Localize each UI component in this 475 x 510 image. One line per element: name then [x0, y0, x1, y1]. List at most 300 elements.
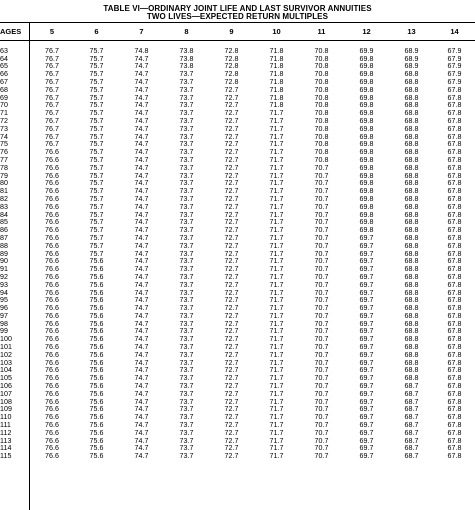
multiple-cell: 74.7: [134, 453, 149, 461]
multiple-cell: 70.7: [314, 312, 329, 320]
multiple-cell: 72.7: [224, 234, 239, 242]
multiple-cell: 76.6: [44, 375, 59, 383]
multiple-cell: 76.7: [44, 78, 59, 86]
multiple-cell: 72.7: [224, 203, 239, 211]
multiple-cell: 75.7: [89, 78, 104, 86]
age-cell: 103: [0, 359, 12, 367]
table-row: [0, 305, 475, 313]
multiple-cell: 74.7: [134, 250, 149, 258]
multiple-cell: 72.7: [224, 344, 239, 352]
multiple-cell: 68.8: [404, 234, 419, 242]
multiple-cell: 75.7: [89, 133, 104, 141]
multiple-cell: 70.8: [314, 86, 329, 94]
age-cell: 102: [0, 351, 12, 359]
multiple-cell: 69.7: [359, 351, 374, 359]
multiple-cell: 71.7: [269, 125, 284, 133]
table-row: [0, 453, 475, 461]
multiple-cell: 73.7: [179, 172, 194, 180]
multiple-cell: 67.8: [447, 110, 462, 118]
multiple-cell: 68.8: [404, 86, 419, 94]
multiple-cell: 72.7: [224, 359, 239, 367]
multiple-cell: 67.8: [447, 117, 462, 125]
multiple-cell: 76.6: [44, 414, 59, 422]
multiple-cell: 67.8: [447, 445, 462, 453]
multiple-cell: 76.6: [44, 453, 59, 461]
age-cell: 105: [0, 375, 12, 383]
multiple-cell: 76.6: [44, 305, 59, 313]
multiple-cell: 70.8: [314, 71, 329, 79]
multiple-cell: 75.7: [89, 188, 104, 196]
multiple-cell: 71.7: [269, 242, 284, 250]
multiple-cell: 72.7: [224, 250, 239, 258]
multiple-cell: 68.8: [404, 351, 419, 359]
multiple-cell: 70.8: [314, 63, 329, 71]
multiple-cell: 67.8: [447, 188, 462, 196]
table-row: [0, 212, 475, 220]
multiple-cell: 69.7: [359, 453, 374, 461]
multiple-cell: 68.7: [404, 429, 419, 437]
table-row: [0, 118, 475, 126]
multiple-cell: 67.8: [447, 390, 462, 398]
multiple-cell: 71.8: [269, 102, 284, 110]
multiple-cell: 72.8: [224, 71, 239, 79]
multiple-cell: 75.7: [89, 71, 104, 79]
multiple-cell: 67.8: [447, 398, 462, 406]
multiple-cell: 70.8: [314, 117, 329, 125]
age-cell: 87: [0, 234, 8, 242]
table-row: [0, 204, 475, 212]
table-row: [0, 258, 475, 266]
multiple-cell: 70.8: [314, 133, 329, 141]
multiple-cell: 76.6: [44, 406, 59, 414]
multiple-cell: 75.7: [89, 156, 104, 164]
age-cell: 81: [0, 188, 8, 196]
age-cell: 106: [0, 383, 12, 391]
multiple-cell: 69.8: [359, 63, 374, 71]
multiple-cell: 73.7: [179, 390, 194, 398]
multiple-cell: 76.7: [44, 47, 59, 55]
table-row: [0, 375, 475, 383]
table-row: [0, 134, 475, 142]
multiple-cell: 74.7: [134, 320, 149, 328]
multiple-cell: 72.7: [224, 297, 239, 305]
multiple-cell: 72.8: [224, 47, 239, 55]
age-cell: 75: [0, 141, 8, 149]
multiple-cell: 70.8: [314, 110, 329, 118]
multiple-cell: 74.7: [134, 273, 149, 281]
multiple-cell: 69.8: [359, 94, 374, 102]
multiple-cell: 68.7: [404, 398, 419, 406]
multiple-cell: 72.7: [224, 437, 239, 445]
multiple-cell: 68.8: [404, 344, 419, 352]
multiple-cell: 71.8: [269, 94, 284, 102]
multiple-cell: 67.8: [447, 375, 462, 383]
multiple-cell: 69.7: [359, 390, 374, 398]
table-row: [0, 102, 475, 110]
multiple-cell: 70.7: [314, 351, 329, 359]
age-cell: 113: [0, 437, 12, 445]
multiple-cell: 69.8: [359, 78, 374, 86]
multiple-cell: 72.7: [224, 149, 239, 157]
age-cell: 85: [0, 219, 8, 227]
multiple-cell: 74.7: [134, 149, 149, 157]
age-cell: 88: [0, 242, 8, 250]
multiple-cell: 73.7: [179, 227, 194, 235]
column-header: 12: [362, 27, 371, 36]
multiple-cell: 70.8: [314, 141, 329, 149]
multiple-cell: 70.7: [314, 242, 329, 250]
table-row: [0, 383, 475, 391]
multiple-cell: 72.8: [224, 55, 239, 63]
multiple-cell: 75.7: [89, 55, 104, 63]
multiple-cell: 72.7: [224, 117, 239, 125]
multiple-cell: 74.7: [134, 367, 149, 375]
multiple-cell: 70.8: [314, 102, 329, 110]
table-row: [0, 48, 475, 56]
multiple-cell: 71.7: [269, 344, 284, 352]
multiple-cell: 71.7: [269, 156, 284, 164]
multiple-cell: 72.7: [224, 312, 239, 320]
table-row: [0, 56, 475, 64]
table-row: [0, 290, 475, 298]
multiple-cell: 72.7: [224, 266, 239, 274]
multiple-cell: 74.7: [134, 406, 149, 414]
multiple-cell: 75.7: [89, 219, 104, 227]
multiple-cell: 71.7: [269, 164, 284, 172]
multiple-cell: 72.7: [224, 258, 239, 266]
multiple-cell: 76.6: [44, 234, 59, 242]
multiple-cell: 71.7: [269, 149, 284, 157]
multiple-cell: 70.7: [314, 234, 329, 242]
multiple-cell: 71.8: [269, 63, 284, 71]
age-cell: 63: [0, 47, 8, 55]
multiple-cell: 69.7: [359, 258, 374, 266]
multiple-cell: 67.8: [447, 312, 462, 320]
age-cell: 73: [0, 125, 8, 133]
multiple-cell: 68.7: [404, 406, 419, 414]
table-row: [0, 95, 475, 103]
multiple-cell: 76.7: [44, 63, 59, 71]
age-cell: 92: [0, 273, 8, 281]
age-cell: 97: [0, 312, 8, 320]
multiple-cell: 76.6: [44, 180, 59, 188]
multiple-cell: 71.7: [269, 351, 284, 359]
multiple-cell: 69.8: [359, 102, 374, 110]
column-header: 11: [317, 27, 326, 36]
multiple-cell: 73.7: [179, 383, 194, 391]
multiple-cell: 76.6: [44, 227, 59, 235]
age-cell: 96: [0, 305, 8, 313]
age-cell: 107: [0, 390, 12, 398]
multiple-cell: 71.7: [269, 359, 284, 367]
expected-return-multiples-table: [0, 23, 475, 461]
multiple-cell: 68.7: [404, 445, 419, 453]
multiple-cell: 68.8: [404, 71, 419, 79]
multiple-cell: 69.7: [359, 375, 374, 383]
table-row: [0, 188, 475, 196]
multiple-cell: 67.8: [447, 297, 462, 305]
multiple-cell: 70.7: [314, 383, 329, 391]
age-cell: 111: [0, 422, 11, 430]
multiple-cell: 75.6: [89, 398, 104, 406]
multiple-cell: 75.6: [89, 297, 104, 305]
table-row: [0, 297, 475, 305]
multiple-cell: 71.7: [269, 297, 284, 305]
age-cell: 71: [0, 110, 8, 118]
multiple-cell: 73.7: [179, 422, 194, 430]
multiple-cell: 73.7: [179, 312, 194, 320]
multiple-cell: 76.6: [44, 281, 59, 289]
multiple-cell: 69.8: [359, 211, 374, 219]
multiple-cell: 67.8: [447, 336, 462, 344]
multiple-cell: 75.7: [89, 203, 104, 211]
multiple-cell: 69.7: [359, 234, 374, 242]
multiple-cell: 72.7: [224, 305, 239, 313]
multiple-cell: 67.8: [447, 429, 462, 437]
multiple-cell: 68.8: [404, 141, 419, 149]
multiple-cell: 73.7: [179, 188, 194, 196]
age-cell: 91: [0, 266, 8, 274]
multiple-cell: 72.7: [224, 320, 239, 328]
multiple-cell: 71.7: [269, 133, 284, 141]
multiple-cell: 75.7: [89, 164, 104, 172]
multiple-cell: 72.7: [224, 367, 239, 375]
multiple-cell: 69.8: [359, 117, 374, 125]
multiple-cell: 74.7: [134, 336, 149, 344]
table-row: [0, 406, 475, 414]
multiple-cell: 69.7: [359, 266, 374, 274]
multiple-cell: 70.7: [314, 367, 329, 375]
multiple-cell: 71.7: [269, 110, 284, 118]
multiple-cell: 73.7: [179, 453, 194, 461]
age-cell: 109: [0, 406, 12, 414]
multiple-cell: 76.7: [44, 125, 59, 133]
multiple-cell: 69.8: [359, 125, 374, 133]
multiple-cell: 71.7: [269, 180, 284, 188]
multiple-cell: 70.7: [314, 320, 329, 328]
multiple-cell: 73.7: [179, 398, 194, 406]
multiple-cell: 73.7: [179, 258, 194, 266]
multiple-cell: 70.7: [314, 344, 329, 352]
multiple-cell: 67.8: [447, 414, 462, 422]
multiple-cell: 76.6: [44, 336, 59, 344]
multiple-cell: 76.7: [44, 102, 59, 110]
multiple-cell: 67.8: [447, 453, 462, 461]
multiple-cell: 72.7: [224, 86, 239, 94]
multiple-cell: 73.7: [179, 297, 194, 305]
multiple-cell: 72.7: [224, 195, 239, 203]
multiple-cell: 72.7: [224, 211, 239, 219]
multiple-cell: 70.8: [314, 149, 329, 157]
multiple-cell: 74.7: [134, 188, 149, 196]
table-row: [0, 360, 475, 368]
age-cell: 114: [0, 445, 12, 453]
multiple-cell: 75.7: [89, 195, 104, 203]
multiple-cell: 76.6: [44, 258, 59, 266]
multiple-cell: 76.7: [44, 86, 59, 94]
column-header: 13: [407, 27, 416, 36]
multiple-cell: 70.8: [314, 94, 329, 102]
table-row: [0, 243, 475, 251]
multiple-cell: 75.7: [89, 149, 104, 157]
table-row: [0, 414, 475, 422]
multiple-cell: 75.6: [89, 445, 104, 453]
multiple-cell: 69.8: [359, 55, 374, 63]
multiple-cell: 72.7: [224, 351, 239, 359]
multiple-cell: 76.6: [44, 383, 59, 391]
multiple-cell: 73.7: [179, 234, 194, 242]
multiple-cell: 69.7: [359, 437, 374, 445]
table-row: [0, 165, 475, 173]
multiple-cell: 68.8: [404, 164, 419, 172]
multiple-cell: 68.8: [404, 258, 419, 266]
multiple-cell: 75.6: [89, 359, 104, 367]
multiple-cell: 69.8: [359, 188, 374, 196]
multiple-cell: 72.7: [224, 429, 239, 437]
multiple-cell: 74.7: [134, 328, 149, 336]
table-subtitle: TWO LIVES—EXPECTED RETURN MULTIPLES: [146, 12, 329, 21]
multiple-cell: 73.7: [179, 149, 194, 157]
multiple-cell: 74.7: [134, 383, 149, 391]
multiple-cell: 67.8: [447, 344, 462, 352]
multiple-cell: 71.7: [269, 188, 284, 196]
multiple-cell: 69.7: [359, 398, 374, 406]
multiple-cell: 73.7: [179, 406, 194, 414]
multiple-cell: 76.6: [44, 398, 59, 406]
multiple-cell: 70.7: [314, 250, 329, 258]
multiple-cell: 73.7: [179, 86, 194, 94]
multiple-cell: 74.7: [134, 55, 149, 63]
multiple-cell: 72.7: [224, 125, 239, 133]
multiple-cell: 70.7: [314, 219, 329, 227]
multiple-cell: 67.8: [447, 149, 462, 157]
multiple-cell: 74.7: [134, 344, 149, 352]
multiple-cell: 67.8: [447, 125, 462, 133]
multiple-cell: 69.7: [359, 344, 374, 352]
table-row: [0, 282, 475, 290]
multiple-cell: 72.7: [224, 390, 239, 398]
multiple-cell: 68.8: [404, 227, 419, 235]
multiple-cell: 70.7: [314, 445, 329, 453]
multiple-cell: 67.8: [447, 273, 462, 281]
multiple-cell: 71.7: [269, 172, 284, 180]
multiple-cell: 76.7: [44, 55, 59, 63]
multiple-cell: 69.7: [359, 281, 374, 289]
age-cell: 69: [0, 94, 8, 102]
multiple-cell: 68.8: [404, 149, 419, 157]
table-row: [0, 157, 475, 165]
multiple-cell: 70.8: [314, 47, 329, 55]
multiple-cell: 76.6: [44, 297, 59, 305]
multiple-cell: 70.7: [314, 203, 329, 211]
multiple-cell: 70.7: [314, 266, 329, 274]
multiple-cell: 74.7: [134, 305, 149, 313]
multiple-cell: 76.6: [44, 359, 59, 367]
age-cell: 67: [0, 78, 8, 86]
multiple-cell: 75.7: [89, 102, 104, 110]
multiple-cell: 69.8: [359, 227, 374, 235]
multiple-cell: 69.9: [359, 47, 374, 55]
multiple-cell: 74.7: [134, 429, 149, 437]
multiple-cell: 75.7: [89, 242, 104, 250]
multiple-cell: 73.7: [179, 125, 194, 133]
multiple-cell: 75.7: [89, 141, 104, 149]
table-title: TABLE VI—ORDINARY JOINT LIFE AND LAST SURVIVOR ANNUITIES: [103, 4, 372, 13]
multiple-cell: 76.6: [44, 242, 59, 250]
multiple-cell: 74.7: [134, 227, 149, 235]
multiple-cell: 67.9: [447, 71, 462, 79]
multiple-cell: 72.7: [224, 273, 239, 281]
column-header: 14: [450, 27, 459, 36]
multiple-cell: 72.7: [224, 110, 239, 118]
multiple-cell: 71.7: [269, 219, 284, 227]
age-cell: 79: [0, 172, 8, 180]
multiple-cell: 72.8: [224, 78, 239, 86]
multiple-cell: 74.7: [134, 281, 149, 289]
multiple-cell: 67.8: [447, 281, 462, 289]
multiple-cell: 75.7: [89, 117, 104, 125]
multiple-cell: 72.7: [224, 289, 239, 297]
multiple-cell: 71.7: [269, 429, 284, 437]
multiple-cell: 72.7: [224, 328, 239, 336]
multiple-cell: 67.8: [447, 227, 462, 235]
multiple-cell: 71.7: [269, 211, 284, 219]
multiple-cell: 67.8: [447, 242, 462, 250]
multiple-cell: 71.7: [269, 258, 284, 266]
multiple-cell: 71.8: [269, 86, 284, 94]
multiple-cell: 76.6: [44, 437, 59, 445]
multiple-cell: 68.8: [404, 305, 419, 313]
multiple-cell: 72.7: [224, 336, 239, 344]
multiple-cell: 70.7: [314, 336, 329, 344]
multiple-cell: 71.7: [269, 312, 284, 320]
table-row: [0, 126, 475, 134]
multiple-cell: 70.7: [314, 289, 329, 297]
multiple-cell: 68.8: [404, 102, 419, 110]
multiple-cell: 69.7: [359, 406, 374, 414]
multiple-cell: 73.7: [179, 328, 194, 336]
multiple-cell: 75.7: [89, 180, 104, 188]
age-cell: 80: [0, 180, 8, 188]
multiple-cell: 67.8: [447, 133, 462, 141]
multiple-cell: 67.8: [447, 250, 462, 258]
multiple-cell: 74.7: [134, 125, 149, 133]
multiple-cell: 69.7: [359, 336, 374, 344]
multiple-cell: 71.7: [269, 281, 284, 289]
table-row: [0, 391, 475, 399]
multiple-cell: 75.6: [89, 406, 104, 414]
multiple-cell: 70.8: [314, 55, 329, 63]
table-row: [0, 180, 475, 188]
multiple-cell: 74.7: [134, 78, 149, 86]
multiple-cell: 72.7: [224, 414, 239, 422]
multiple-cell: 70.7: [314, 398, 329, 406]
multiple-cell: 69.8: [359, 86, 374, 94]
table-row: [0, 63, 475, 71]
multiple-cell: 68.8: [404, 125, 419, 133]
multiple-cell: 70.7: [314, 437, 329, 445]
multiple-cell: 68.8: [404, 156, 419, 164]
multiple-cell: 72.7: [224, 281, 239, 289]
age-cell: 82: [0, 195, 8, 203]
multiple-cell: 69.8: [359, 133, 374, 141]
multiple-cell: 71.7: [269, 390, 284, 398]
age-cell: 108: [0, 398, 12, 406]
age-cell: 86: [0, 227, 8, 235]
multiple-cell: 74.7: [134, 203, 149, 211]
multiple-cell: 68.8: [404, 281, 419, 289]
multiple-cell: 67.8: [447, 203, 462, 211]
